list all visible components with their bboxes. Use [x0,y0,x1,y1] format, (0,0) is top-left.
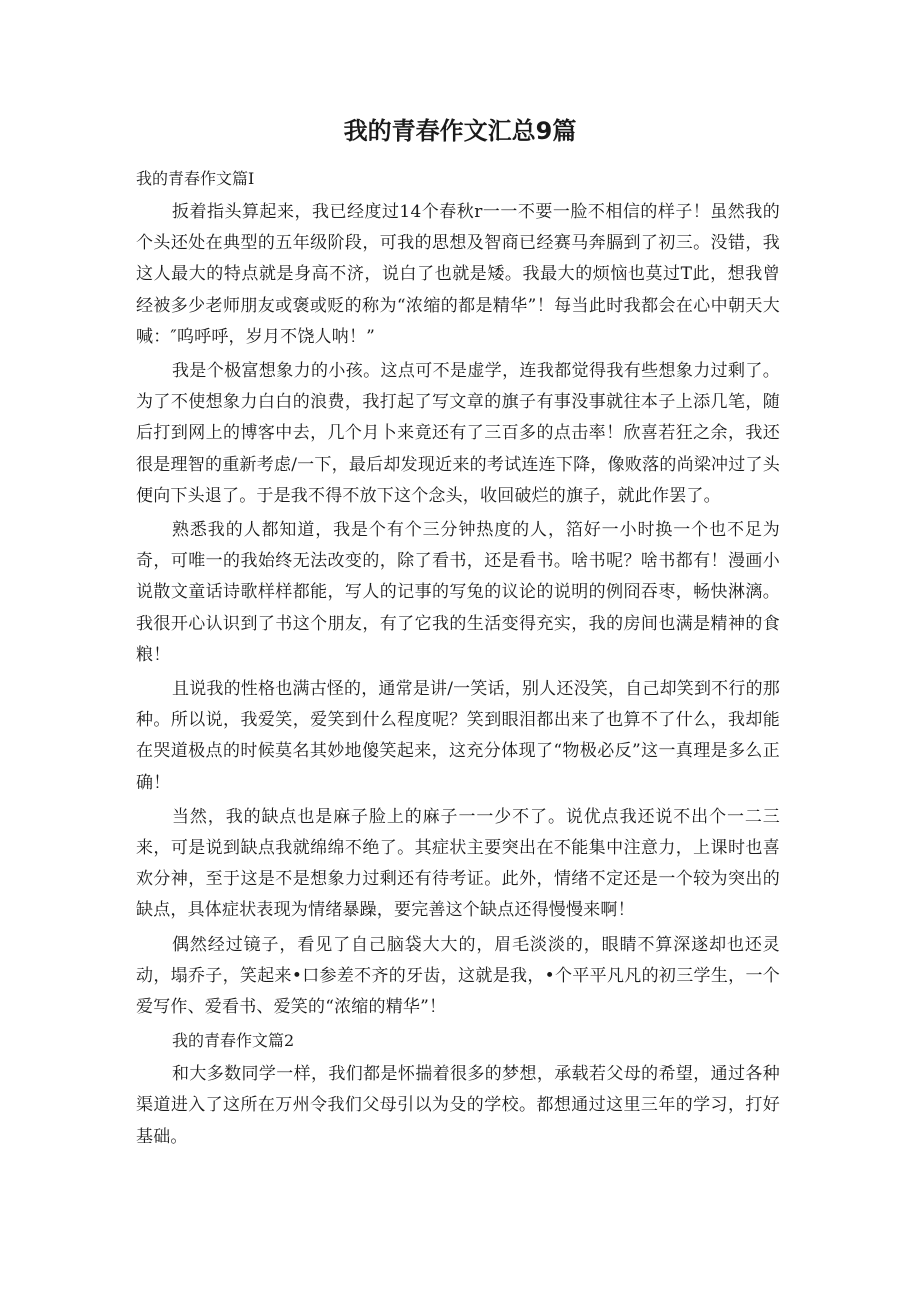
document-title: 我的青春作文汇总9篇 [343,117,577,145]
section-2 [136,1026,780,1153]
paragraph: 我是个极富想象力的小孩。这点可不是虚学，连我都觉得我有些想象力过剩了。为了不使想象力白白的浪费，我打起了写文章的旗子有事没事就往本子上添几笔，随后打到网上的博客中去，几个月卜来竟还有了三百多的点击率！欣喜若狂之余，我还很是理智的重新考虑/一下，最后却发现近来的考试连连下降，像败落的尚梁冲过了头便向下头退了。于是我不得不放下这个念头，收回破烂的旗子，就此作罢了。 [136,361,780,506]
paragraph: 偶然经过镜子，看见了自己脑袋大大的，眉毛淡淡的，眼睛不算深遂却也还灵动，塌乔子，笑起来•口参差不齐的牙齿，这就是我，•个平平凡凡的初三学生，一个爱写作、爱看书、爱笑的“浓缩的精华”！ [136,934,780,1018]
paragraph: 且说我的性格也满古怪的，通常是讲/一笑话，别人还没笑，自己却笑到不行的那种。所以说，我爱笑，爱笑到什么程度呢？笑到眼泪都出来了也算不了什么，我却能在哭道极点的时候莫名其妙地傻笑起来，这充分体现了“物极必反”这一真理是多么正确！ [136,679,780,793]
section-heading: 我的青春作文篇2 [172,1031,295,1051]
section-heading: 我的青春作文篇I [136,169,255,188]
paragraph: 当然，我的缺点也是麻子脸上的麻子一一少不了。说优点我还说不出个一二三来，可是说到缺点我就绵绵不绝了。其症状主要突出在不能集中注意力，上课时也喜欢分神，至于这是不是想象力过剩还有待考证。此外，情绪不定还是一个较为突出的缺点，具体症状表现为情绪暴躁，要完善这个缺点还得慢慢来啊！ [136,806,780,921]
paragraph: 和大多数同学一样，我们都是怀揣着很多的梦想，承载若父母的希望，通过各种渠道进入了这所在万州令我们父母引以为殳的学校。都想通过这里三年的学习，打好基础。 [136,1064,780,1147]
paragraph: 扳着指头算起来，我已经度过14个春秋r一一不要一脸不相信的样子！虽然我的个头还处在典型的五年级阶段，可我的思想及智商已经赛马奔膈到了初三。没错，我这人最大的特点就是身高不济，说白了也就是矮。我最大的烦恼也莫过T此，想我曾经被多少老师朋友或褒或贬的称为“浓缩的都是精华”！每当此时我都会在心中朝天大喊：″呜呼呼，岁月不饶人呐！” [136,202,780,347]
section-1 [136,164,780,1023]
paragraph: 熟悉我的人都知道，我是个有个三分钟热度的人，箔好一小时换一个也不足为奇，可唯一的我始终无法改变的，除了看书，还是看书。啥书呢？啥书都有！漫画小说散文童话诗歌样样都能，写人的记事的写兔的议论的说明的例冏吞枣，畅快淋漓。我很开心认识到了书这个朋友，有了它我的生活变得充实，我的房间也满是精神的食粮！ [136,520,780,665]
document-body [136,164,780,1153]
